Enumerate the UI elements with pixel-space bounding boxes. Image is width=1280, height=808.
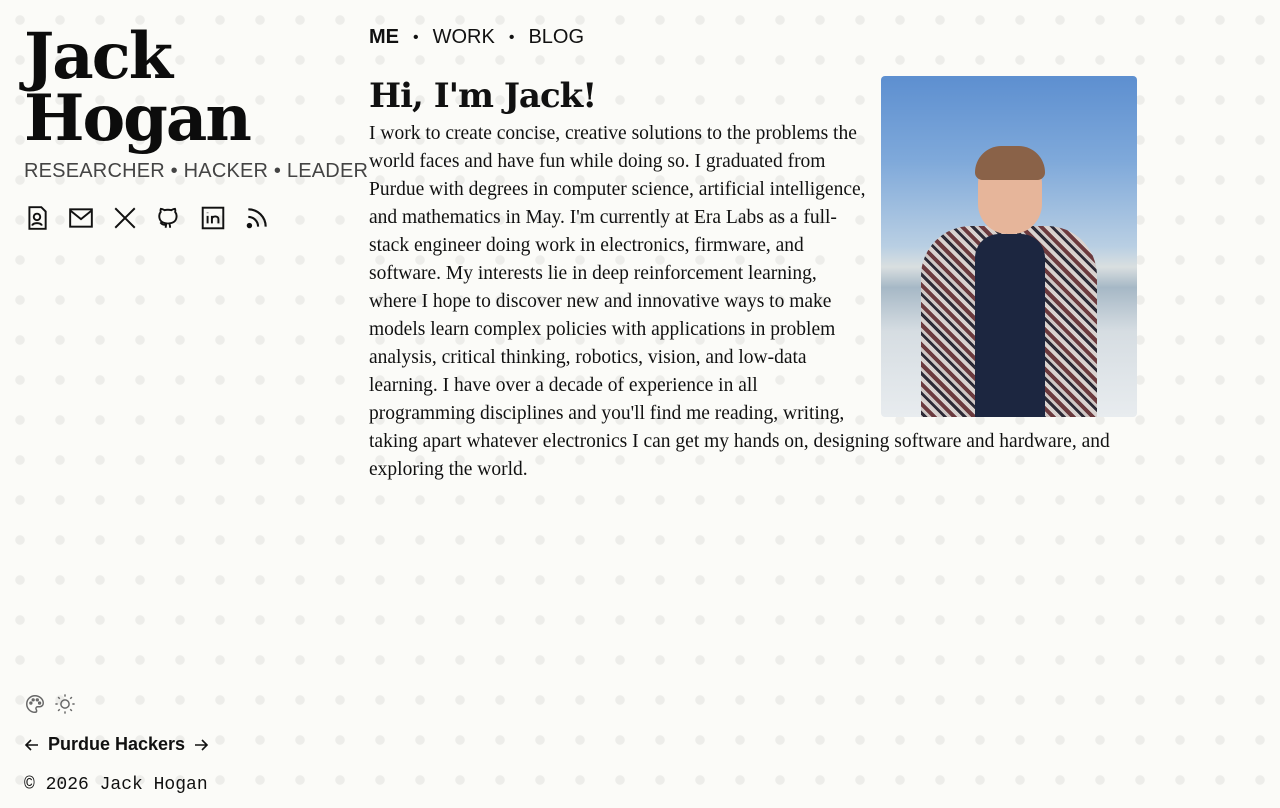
main-nav bbox=[369, 26, 584, 49]
mail-icon[interactable] bbox=[68, 205, 94, 231]
nav-separator: • bbox=[508, 28, 515, 46]
webring bbox=[24, 734, 209, 755]
arrow-left-icon[interactable] bbox=[24, 737, 40, 753]
nav-work[interactable]: WORK bbox=[432, 26, 495, 48]
palette-icon[interactable] bbox=[24, 693, 46, 715]
name-first: Jack bbox=[24, 19, 172, 94]
nav-me[interactable]: ME bbox=[369, 26, 399, 48]
linkedin-icon[interactable] bbox=[200, 205, 226, 231]
arrow-right-icon[interactable] bbox=[193, 737, 209, 753]
sun-icon[interactable] bbox=[54, 693, 76, 715]
name-last: Hogan bbox=[24, 81, 250, 156]
x-icon[interactable] bbox=[112, 205, 138, 231]
photo-hair bbox=[975, 146, 1045, 180]
contact-card-icon[interactable] bbox=[24, 205, 50, 231]
nav-separator: • bbox=[413, 28, 419, 46]
github-icon[interactable] bbox=[156, 205, 182, 231]
nav-blog[interactable]: BLOG bbox=[528, 26, 585, 48]
rss-icon[interactable] bbox=[244, 205, 270, 231]
bio-text: I work to create concise, creative solutions to the problems the world faces and have fun while doing so. I graduated from Purdue with degrees in computer science, artificial intelligence, and mathematics in May. I'm currently at Era Labs as a full-stack engineer doing work in electronics, firmware, and software. My interests lie in deep reinforcement learning, where I hope to discover new and innovative ways to make models learn complex policies with applications in problem analysis, critical thinking, robotics, vision, and low-data learning. I have over a decade of experience in all programming disciplines and you'll find me reading, writing, taking apart whatever electronics I can get my hands on, designing software and hardware, and exploring the world. bbox=[369, 123, 1110, 480]
webring-link[interactable]: Purdue Hackers bbox=[48, 734, 186, 754]
copyright: © 2026 Jack Hogan bbox=[24, 775, 208, 795]
sidebar bbox=[24, 19, 369, 231]
profile-photo bbox=[881, 76, 1137, 417]
main-content bbox=[369, 76, 1137, 484]
theme-controls bbox=[24, 693, 76, 715]
site-name bbox=[24, 19, 354, 156]
social-links bbox=[24, 205, 354, 231]
page-title: Hi, I'm Jack! bbox=[369, 76, 597, 116]
tagline: RESEARCHER • HACKER • LEADER bbox=[24, 160, 369, 182]
photo-shirt bbox=[975, 234, 1045, 417]
